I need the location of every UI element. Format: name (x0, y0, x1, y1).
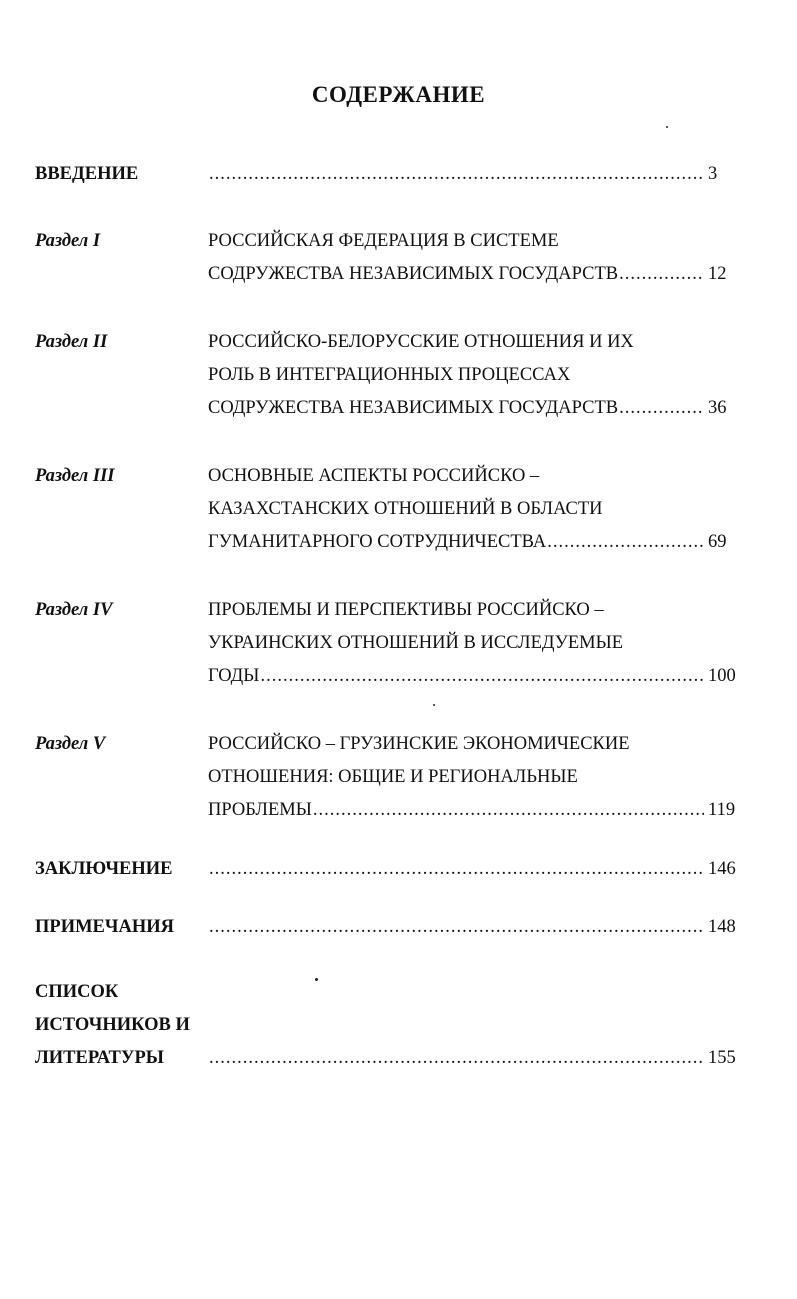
toc-label: Раздел III (35, 466, 115, 486)
page-number: 146 (708, 859, 736, 879)
toc-title-line: РОССИЙСКАЯ ФЕДЕРАЦИЯ В СИСТЕМЕ (208, 231, 559, 251)
toc-label: ВВЕДЕНИЕ (35, 164, 139, 184)
toc-title-line: УКРАИНСКИХ ОТНОШЕНИЙ В ИССЛЕДУЕМЫЕ (208, 633, 624, 653)
toc-title-line: РОССИЙСКО-БЕЛОРУССКИЕ ОТНОШЕНИЯ И ИХ (208, 332, 634, 352)
toc-title-line: КАЗАХСТАНСКИХ ОТНОШЕНИЙ В ОБЛАСТИ (208, 499, 603, 519)
dot-leader (260, 660, 704, 693)
toc-title-line: СОДРУЖЕСТВА НЕЗАВИСИМЫХ ГОСУДАРСТВ (208, 264, 619, 284)
toc-title-line: ГУМАНИТАРНОГО СОТРУДНИЧЕСТВА (208, 532, 547, 552)
toc-title-line: ПРОБЛЕМЫ (208, 800, 312, 820)
dot-leader (209, 853, 704, 886)
page-number: 155 (708, 1048, 736, 1068)
toc-label-line: СПИСОК (35, 982, 119, 1002)
dot-leader (313, 794, 704, 827)
toc-title-line: РОЛЬ В ИНТЕГРАЦИОННЫХ ПРОЦЕССАХ (208, 365, 571, 385)
toc-title-line: РОССИЙСКО – ГРУЗИНСКИЕ ЭКОНОМИЧЕСКИЕ (208, 734, 630, 754)
scan-speck (666, 126, 668, 128)
page-number: 3 (708, 164, 718, 184)
toc-label-line: ИСТОЧНИКОВ И (35, 1015, 190, 1035)
toc-label: ПРИМЕЧАНИЯ (35, 917, 174, 937)
dot-leader (619, 392, 704, 425)
dot-leader (547, 526, 704, 559)
dot-leader (209, 1042, 704, 1075)
toc-label: ЗАКЛЮЧЕНИЕ (35, 859, 173, 879)
dot-leader (619, 258, 704, 291)
page-number: 12 (708, 264, 727, 284)
toc-title-line: СОДРУЖЕСТВА НЕЗАВИСИМЫХ ГОСУДАРСТВ (208, 398, 619, 418)
toc-title-line: ОТНОШЕНИЯ: ОБЩИЕ И РЕГИОНАЛЬНЫЕ (208, 767, 578, 787)
toc-label: Раздел I (35, 231, 101, 251)
page-number: 36 (708, 398, 727, 418)
toc-title-line: ОСНОВНЫЕ АСПЕКТЫ РОССИЙСКО – (208, 466, 540, 486)
dot-leader (209, 158, 704, 191)
toc-title-line: ПРОБЛЕМЫ И ПЕРСПЕКТИВЫ РОССИЙСКО – (208, 600, 604, 620)
page-number: 119 (708, 800, 736, 820)
page-number: 69 (708, 532, 727, 552)
toc-label: Раздел II (35, 332, 108, 352)
page-number: 100 (708, 666, 736, 686)
toc-label-line: ЛИТЕРАТУРЫ (35, 1048, 164, 1068)
dot-leader (209, 911, 704, 944)
page-title: СОДЕРЖАНИЕ (311, 82, 486, 107)
toc-title-line: ГОДЫ (208, 666, 260, 686)
toc-label: Раздел IV (35, 600, 113, 620)
scan-speck (433, 704, 435, 706)
toc-label: Раздел V (35, 734, 106, 754)
page-number: 148 (708, 917, 736, 937)
scan-speck (315, 978, 318, 981)
